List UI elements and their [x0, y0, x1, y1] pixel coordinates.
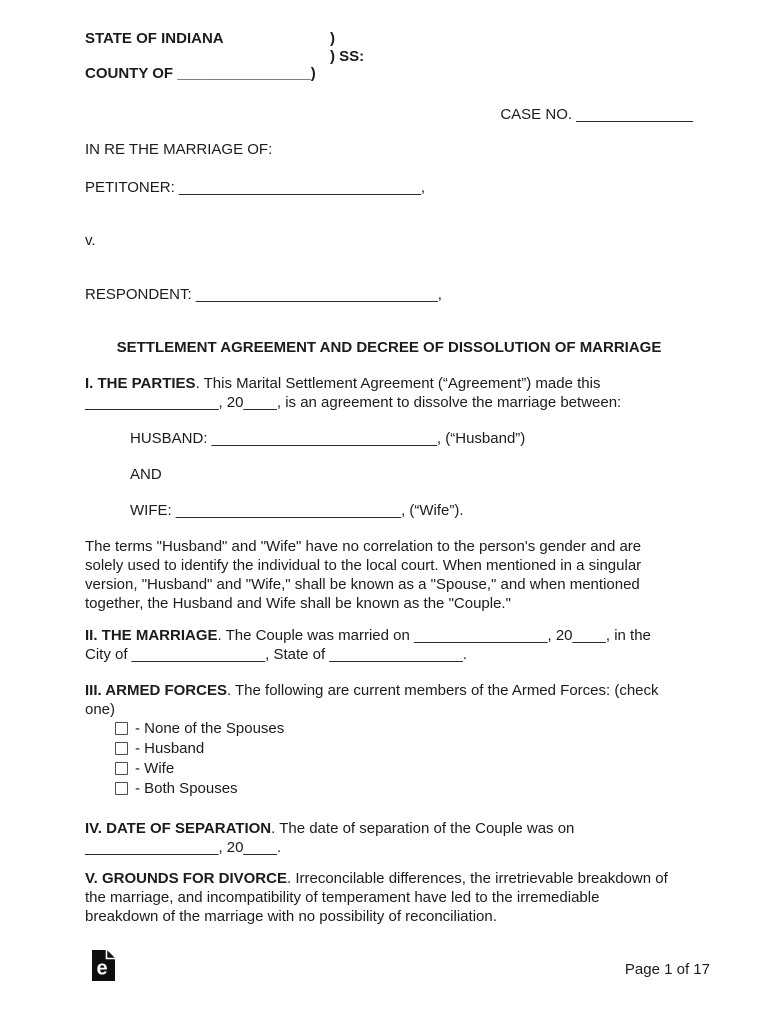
option-none-of-the-spouses[interactable]: [115, 719, 693, 739]
husband-blank-field: HUSBAND: ___________________________, (“Husband”): [130, 429, 526, 447]
checkbox-label: - Husband: [135, 740, 205, 757]
section-marriage-heading: II. THE MARRIAGE: [85, 626, 218, 644]
terms-paragraph: The terms "Husband" and "Wife" have no correlation to the person's gender and are solely used to identify the individual to the local court. When mentioned in a singular version, "Husband" and "Wife," shall be known as a "Spouse," and when mentioned together, the Husband and Wife shall be known as the "Couple.": [85, 537, 642, 612]
armed-forces-options: [85, 719, 693, 799]
section-marriage-text-line2: City of ________________, State of ________________.: [85, 645, 468, 663]
page-indicator: Page 1 of 17: [624, 961, 710, 978]
caption-state-row: [85, 30, 693, 48]
document-title: SETTLEMENT AGREEMENT AND DECREE OF DISSOLUTION OF MARRIAGE: [116, 338, 662, 356]
and-label: AND: [130, 465, 162, 483]
option-both-spouses[interactable]: [115, 779, 693, 799]
section-armed-forces: [85, 681, 693, 719]
checkbox-label: - Wife: [135, 760, 175, 777]
versus-label: v.: [85, 231, 96, 249]
wife-blank-field: WIFE: ___________________________, (“Wife”).: [130, 501, 464, 519]
svg-text:e: e: [96, 957, 108, 980]
section-parties-text: . This Marital Settlement Agreement (“Agreement”) made this: [195, 374, 601, 392]
respondent-blank-field: RESPONDENT: _____________________________,: [85, 285, 442, 303]
option-husband[interactable]: [115, 739, 693, 759]
checkbox-none-of-the-spouses[interactable]: [115, 722, 128, 735]
petitioner-blank-field: PETITONER: _____________________________,: [85, 178, 425, 196]
section-grounds-heading: V. GROUNDS FOR DIVORCE: [85, 869, 287, 887]
section-armed-forces-text: . The following are current members of the Armed Forces: (check: [226, 681, 659, 699]
section-parties-text-line2: ________________, 20____, is an agreement to dissolve the marriage between:: [85, 393, 622, 411]
checkbox-label: - Both Spouses: [135, 780, 238, 797]
case-number-field: CASE NO. ______________: [500, 105, 693, 123]
section-grounds-text: . Irreconcilable differences, the irretrievable breakdown of: [286, 869, 668, 887]
section-grounds: [85, 869, 693, 926]
checkbox-label: - None of the Spouses: [135, 720, 285, 737]
checkbox-wife[interactable]: [115, 762, 128, 775]
section-armed-forces-heading: III. ARMED FORCES: [85, 681, 227, 699]
eforms-logo-icon: [92, 950, 115, 986]
section-grounds-text-line2: the marriage, and incompatibility of temperament have led to the irremediable: [85, 888, 600, 906]
section-armed-forces-text-line2: one): [85, 700, 116, 718]
option-wife[interactable]: [115, 759, 693, 779]
section-grounds-text-line3: breakdown of the marriage with no possibility of reconciliation.: [85, 907, 497, 925]
section-parties-heading: I. THE PARTIES: [85, 374, 196, 392]
county-blank-field: COUNTY OF ________________): [85, 65, 316, 82]
caption-ss-row: [85, 48, 693, 66]
checkbox-husband[interactable]: [115, 742, 128, 755]
in-re-line: IN RE THE MARRIAGE OF:: [85, 140, 273, 158]
section-marriage: [85, 626, 693, 664]
caption-paren-top: ): [330, 30, 335, 47]
caption-county-row: [85, 65, 693, 83]
state-label: STATE OF INDIANA: [85, 30, 224, 47]
checkbox-both-spouses[interactable]: [115, 782, 128, 795]
section-separation-text: . The date of separation of the Couple was on: [271, 819, 575, 837]
ss-label: ) SS:: [330, 47, 365, 65]
section-parties: [85, 374, 693, 412]
section-marriage-text: . The Couple was married on ________________, 20____, in the: [217, 626, 651, 644]
section-separation: [85, 819, 693, 857]
section-separation-heading: IV. DATE OF SEPARATION: [85, 819, 272, 837]
section-separation-text-line2: ________________, 20____.: [85, 838, 282, 856]
court-caption: [85, 30, 693, 83]
